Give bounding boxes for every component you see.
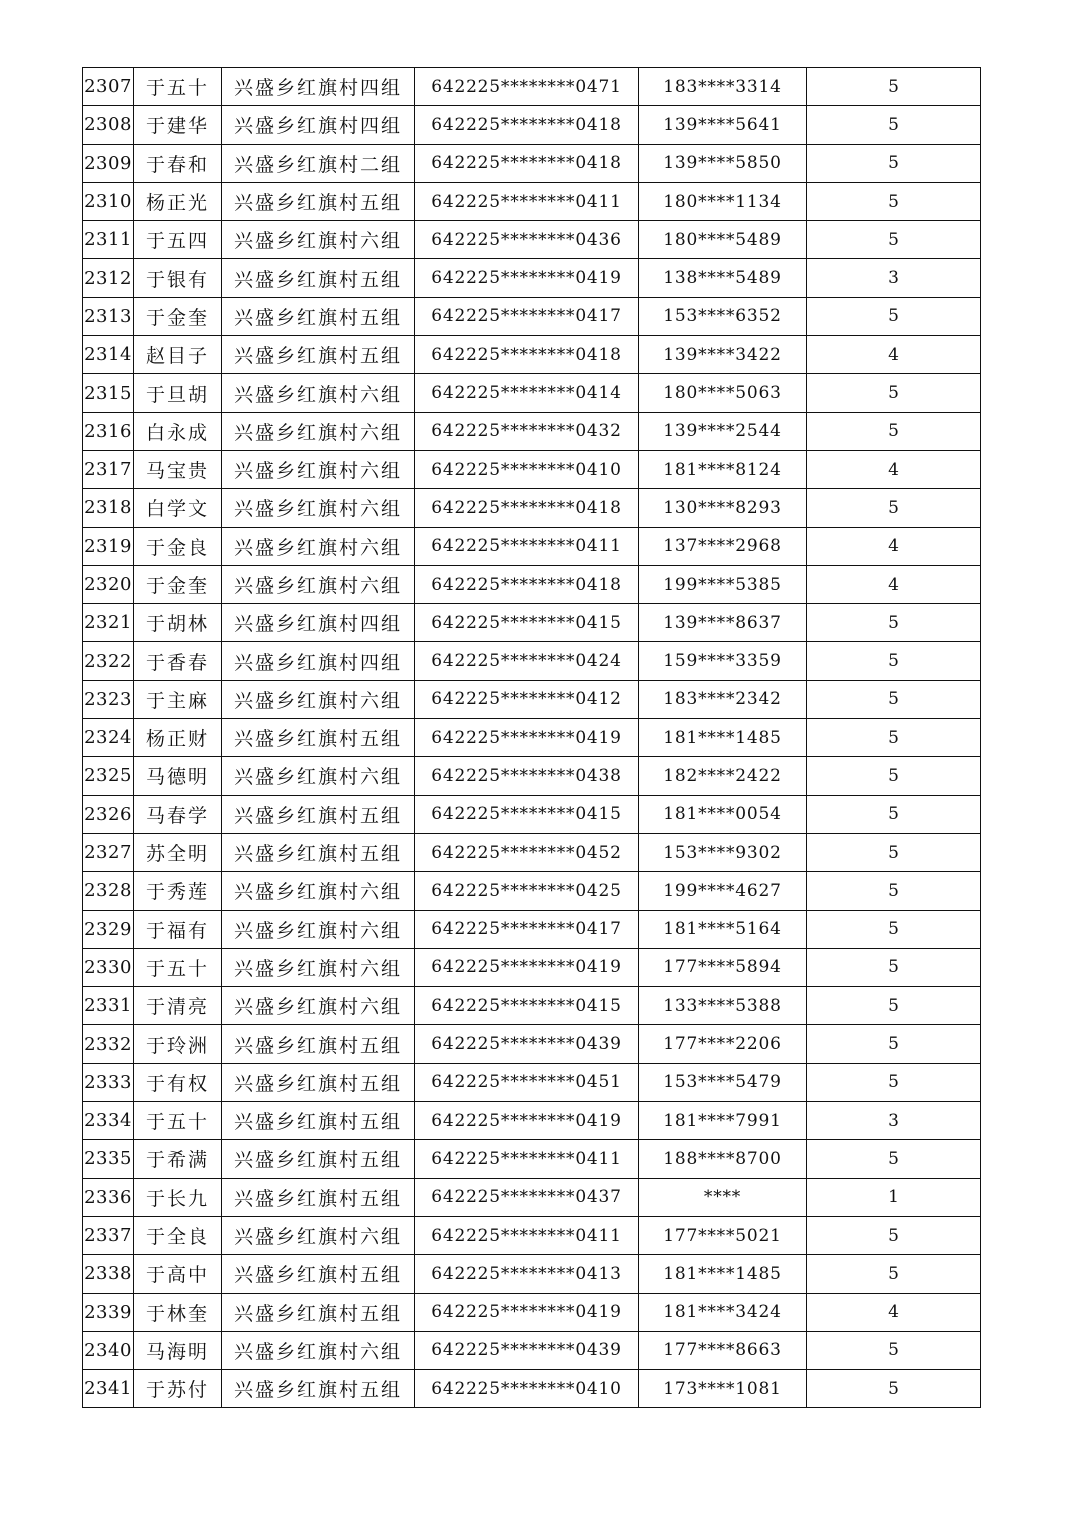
address-cell: 兴盛乡红旗村六组: [222, 374, 415, 412]
household-count-cell: 5: [807, 680, 981, 718]
id-number-cell: 642225********0411: [415, 527, 639, 565]
row-number-cell: 2334: [83, 1102, 134, 1140]
household-count-cell: 4: [807, 450, 981, 488]
table-row: [83, 1255, 981, 1293]
address-cell: 兴盛乡红旗村五组: [222, 182, 415, 220]
phone-cell: 139****2544: [639, 412, 807, 450]
row-number-cell: 2322: [83, 642, 134, 680]
household-count-cell: 5: [807, 1025, 981, 1063]
id-number-cell: 642225********0439: [415, 1025, 639, 1063]
phone-cell: 181****3424: [639, 1293, 807, 1331]
row-number-cell: 2321: [83, 604, 134, 642]
table-row: [83, 948, 981, 986]
table-row: [83, 259, 981, 297]
person-name-cell: 于玲洲: [134, 1025, 222, 1063]
address-cell: 兴盛乡红旗村六组: [222, 987, 415, 1025]
phone-cell: 181****1485: [639, 1255, 807, 1293]
row-number-cell: 2308: [83, 106, 134, 144]
person-name-cell: 于福有: [134, 910, 222, 948]
person-name-cell: 于有权: [134, 1063, 222, 1101]
address-cell: 兴盛乡红旗村四组: [222, 68, 415, 106]
phone-cell: 180****5489: [639, 221, 807, 259]
address-cell: 兴盛乡红旗村六组: [222, 565, 415, 603]
household-count-cell: 5: [807, 795, 981, 833]
id-number-cell: 642225********0415: [415, 795, 639, 833]
table-row: [83, 221, 981, 259]
phone-cell: 199****4627: [639, 872, 807, 910]
table-row: [83, 795, 981, 833]
address-cell: 兴盛乡红旗村六组: [222, 1216, 415, 1254]
address-cell: 兴盛乡红旗村五组: [222, 1063, 415, 1101]
address-cell: 兴盛乡红旗村五组: [222, 1293, 415, 1331]
id-number-cell: 642225********0411: [415, 1140, 639, 1178]
row-number-cell: 2333: [83, 1063, 134, 1101]
table-row: [83, 833, 981, 871]
row-number-cell: 2328: [83, 872, 134, 910]
phone-cell: 177****8663: [639, 1331, 807, 1369]
person-name-cell: 于苏付: [134, 1370, 222, 1408]
household-count-cell: 5: [807, 604, 981, 642]
person-name-cell: 于胡林: [134, 604, 222, 642]
phone-cell: 199****5385: [639, 565, 807, 603]
row-number-cell: 2313: [83, 297, 134, 335]
household-count-cell: 4: [807, 1293, 981, 1331]
person-name-cell: 于全良: [134, 1216, 222, 1254]
person-name-cell: 马德明: [134, 757, 222, 795]
table-row: [83, 604, 981, 642]
row-number-cell: 2307: [83, 68, 134, 106]
table-row: [83, 872, 981, 910]
household-count-cell: 5: [807, 642, 981, 680]
person-name-cell: 于旦胡: [134, 374, 222, 412]
row-number-cell: 2318: [83, 489, 134, 527]
address-cell: 兴盛乡红旗村六组: [222, 680, 415, 718]
table-row: [83, 910, 981, 948]
row-number-cell: 2331: [83, 987, 134, 1025]
household-count-cell: 5: [807, 833, 981, 871]
roster-table-body: [83, 68, 981, 1408]
address-cell: 兴盛乡红旗村五组: [222, 1140, 415, 1178]
table-row: [83, 1178, 981, 1216]
id-number-cell: 642225********0412: [415, 680, 639, 718]
id-number-cell: 642225********0419: [415, 259, 639, 297]
household-count-cell: 5: [807, 412, 981, 450]
household-count-cell: 1: [807, 1178, 981, 1216]
id-number-cell: 642225********0411: [415, 182, 639, 220]
person-name-cell: 于清亮: [134, 987, 222, 1025]
row-number-cell: 2339: [83, 1293, 134, 1331]
id-number-cell: 642225********0418: [415, 144, 639, 182]
id-number-cell: 642225********0413: [415, 1255, 639, 1293]
row-number-cell: 2319: [83, 527, 134, 565]
table-row: [83, 565, 981, 603]
person-name-cell: 于金良: [134, 527, 222, 565]
row-number-cell: 2314: [83, 336, 134, 374]
table-row: [83, 1293, 981, 1331]
household-count-cell: 5: [807, 1331, 981, 1369]
address-cell: 兴盛乡红旗村六组: [222, 221, 415, 259]
phone-cell: 153****9302: [639, 833, 807, 871]
person-name-cell: 于春和: [134, 144, 222, 182]
address-cell: 兴盛乡红旗村六组: [222, 1331, 415, 1369]
person-name-cell: 白永成: [134, 412, 222, 450]
row-number-cell: 2340: [83, 1331, 134, 1369]
row-number-cell: 2329: [83, 910, 134, 948]
address-cell: 兴盛乡红旗村六组: [222, 450, 415, 488]
id-number-cell: 642225********0418: [415, 336, 639, 374]
address-cell: 兴盛乡红旗村五组: [222, 1102, 415, 1140]
household-count-cell: 5: [807, 106, 981, 144]
id-number-cell: 642225********0419: [415, 1102, 639, 1140]
household-count-cell: 5: [807, 297, 981, 335]
row-number-cell: 2310: [83, 182, 134, 220]
phone-cell: 181****7991: [639, 1102, 807, 1140]
row-number-cell: 2341: [83, 1370, 134, 1408]
table-row: [83, 1025, 981, 1063]
phone-cell: 139****5850: [639, 144, 807, 182]
phone-cell: 188****8700: [639, 1140, 807, 1178]
person-name-cell: 马宝贵: [134, 450, 222, 488]
address-cell: 兴盛乡红旗村五组: [222, 833, 415, 871]
id-number-cell: 642225********0411: [415, 1216, 639, 1254]
household-count-cell: 4: [807, 336, 981, 374]
household-count-cell: 3: [807, 259, 981, 297]
table-row: [83, 680, 981, 718]
row-number-cell: 2336: [83, 1178, 134, 1216]
address-cell: 兴盛乡红旗村五组: [222, 795, 415, 833]
row-number-cell: 2337: [83, 1216, 134, 1254]
address-cell: 兴盛乡红旗村四组: [222, 642, 415, 680]
phone-cell: 138****5489: [639, 259, 807, 297]
table-row: [83, 719, 981, 757]
address-cell: 兴盛乡红旗村五组: [222, 1255, 415, 1293]
person-name-cell: 于银有: [134, 259, 222, 297]
phone-cell: 133****5388: [639, 987, 807, 1025]
phone-cell: 182****2422: [639, 757, 807, 795]
phone-cell: 153****5479: [639, 1063, 807, 1101]
table-row: [83, 489, 981, 527]
id-number-cell: 642225********0424: [415, 642, 639, 680]
table-row: [83, 374, 981, 412]
phone-cell: 139****5641: [639, 106, 807, 144]
id-number-cell: 642225********0414: [415, 374, 639, 412]
household-count-cell: 5: [807, 221, 981, 259]
person-name-cell: 于长九: [134, 1178, 222, 1216]
row-number-cell: 2324: [83, 719, 134, 757]
phone-cell: 180****5063: [639, 374, 807, 412]
phone-cell: 139****8637: [639, 604, 807, 642]
id-number-cell: 642225********0471: [415, 68, 639, 106]
id-number-cell: 642225********0415: [415, 987, 639, 1025]
id-number-cell: 642225********0410: [415, 450, 639, 488]
id-number-cell: 642225********0438: [415, 757, 639, 795]
row-number-cell: 2311: [83, 221, 134, 259]
household-count-cell: 5: [807, 1255, 981, 1293]
table-row: [83, 757, 981, 795]
person-name-cell: 于五十: [134, 948, 222, 986]
id-number-cell: 642225********0439: [415, 1331, 639, 1369]
roster-table: [82, 67, 981, 1408]
address-cell: 兴盛乡红旗村五组: [222, 1178, 415, 1216]
address-cell: 兴盛乡红旗村六组: [222, 489, 415, 527]
phone-cell: 177****2206: [639, 1025, 807, 1063]
phone-cell: 181****8124: [639, 450, 807, 488]
household-count-cell: 5: [807, 948, 981, 986]
person-name-cell: 苏全明: [134, 833, 222, 871]
id-number-cell: 642225********0451: [415, 1063, 639, 1101]
household-count-cell: 5: [807, 1216, 981, 1254]
table-row: [83, 297, 981, 335]
address-cell: 兴盛乡红旗村六组: [222, 910, 415, 948]
phone-cell: 173****1081: [639, 1370, 807, 1408]
table-row: [83, 1140, 981, 1178]
person-name-cell: 杨正财: [134, 719, 222, 757]
person-name-cell: 于五十: [134, 1102, 222, 1140]
row-number-cell: 2323: [83, 680, 134, 718]
household-count-cell: 5: [807, 719, 981, 757]
row-number-cell: 2326: [83, 795, 134, 833]
address-cell: 兴盛乡红旗村六组: [222, 948, 415, 986]
household-count-cell: 5: [807, 910, 981, 948]
table-row: [83, 642, 981, 680]
row-number-cell: 2317: [83, 450, 134, 488]
phone-cell: 181****0054: [639, 795, 807, 833]
row-number-cell: 2338: [83, 1255, 134, 1293]
person-name-cell: 于希满: [134, 1140, 222, 1178]
address-cell: 兴盛乡红旗村六组: [222, 757, 415, 795]
person-name-cell: 赵目子: [134, 336, 222, 374]
table-row: [83, 1063, 981, 1101]
phone-cell: 177****5021: [639, 1216, 807, 1254]
id-number-cell: 642225********0419: [415, 948, 639, 986]
household-count-cell: 5: [807, 1140, 981, 1178]
id-number-cell: 642225********0452: [415, 833, 639, 871]
row-number-cell: 2330: [83, 948, 134, 986]
table-row: [83, 1102, 981, 1140]
id-number-cell: 642225********0419: [415, 719, 639, 757]
address-cell: 兴盛乡红旗村五组: [222, 336, 415, 374]
address-cell: 兴盛乡红旗村六组: [222, 412, 415, 450]
household-count-cell: 4: [807, 565, 981, 603]
person-name-cell: 于主麻: [134, 680, 222, 718]
row-number-cell: 2315: [83, 374, 134, 412]
phone-cell: 137****2968: [639, 527, 807, 565]
household-count-cell: 4: [807, 527, 981, 565]
address-cell: 兴盛乡红旗村四组: [222, 106, 415, 144]
table-row: [83, 68, 981, 106]
id-number-cell: 642225********0410: [415, 1370, 639, 1408]
person-name-cell: 于五十: [134, 68, 222, 106]
household-count-cell: 5: [807, 1370, 981, 1408]
phone-cell: 181****5164: [639, 910, 807, 948]
table-row: [83, 450, 981, 488]
phone-cell: 159****3359: [639, 642, 807, 680]
address-cell: 兴盛乡红旗村五组: [222, 297, 415, 335]
person-name-cell: 杨正光: [134, 182, 222, 220]
row-number-cell: 2327: [83, 833, 134, 871]
person-name-cell: 于高中: [134, 1255, 222, 1293]
id-number-cell: 642225********0418: [415, 565, 639, 603]
phone-cell: 180****1134: [639, 182, 807, 220]
person-name-cell: 于香春: [134, 642, 222, 680]
household-count-cell: 5: [807, 489, 981, 527]
household-count-cell: 3: [807, 1102, 981, 1140]
row-number-cell: 2335: [83, 1140, 134, 1178]
address-cell: 兴盛乡红旗村五组: [222, 1370, 415, 1408]
person-name-cell: 于金奎: [134, 297, 222, 335]
id-number-cell: 642225********0425: [415, 872, 639, 910]
person-name-cell: 于建华: [134, 106, 222, 144]
household-count-cell: 5: [807, 68, 981, 106]
phone-cell: 153****6352: [639, 297, 807, 335]
address-cell: 兴盛乡红旗村四组: [222, 604, 415, 642]
id-number-cell: 642225********0419: [415, 1293, 639, 1331]
household-count-cell: 5: [807, 374, 981, 412]
table-row: [83, 1331, 981, 1369]
phone-cell: 183****3314: [639, 68, 807, 106]
household-count-cell: 5: [807, 872, 981, 910]
row-number-cell: 2320: [83, 565, 134, 603]
person-name-cell: 于金奎: [134, 565, 222, 603]
id-number-cell: 642225********0418: [415, 489, 639, 527]
household-count-cell: 5: [807, 182, 981, 220]
household-count-cell: 5: [807, 757, 981, 795]
table-row: [83, 412, 981, 450]
phone-cell: 181****1485: [639, 719, 807, 757]
row-number-cell: 2332: [83, 1025, 134, 1063]
id-number-cell: 642225********0436: [415, 221, 639, 259]
table-row: [83, 1216, 981, 1254]
id-number-cell: 642225********0437: [415, 1178, 639, 1216]
person-name-cell: 于五四: [134, 221, 222, 259]
person-name-cell: 白学文: [134, 489, 222, 527]
id-number-cell: 642225********0418: [415, 106, 639, 144]
table-row: [83, 1370, 981, 1408]
phone-cell: 183****2342: [639, 680, 807, 718]
address-cell: 兴盛乡红旗村六组: [222, 872, 415, 910]
id-number-cell: 642225********0415: [415, 604, 639, 642]
row-number-cell: 2325: [83, 757, 134, 795]
address-cell: 兴盛乡红旗村五组: [222, 719, 415, 757]
phone-cell: 130****8293: [639, 489, 807, 527]
table-row: [83, 336, 981, 374]
phone-cell: 177****5894: [639, 948, 807, 986]
person-name-cell: 于秀莲: [134, 872, 222, 910]
row-number-cell: 2312: [83, 259, 134, 297]
phone-cell: 139****3422: [639, 336, 807, 374]
household-count-cell: 5: [807, 144, 981, 182]
table-row: [83, 987, 981, 1025]
table-row: [83, 527, 981, 565]
row-number-cell: 2309: [83, 144, 134, 182]
phone-cell: ****: [639, 1178, 807, 1216]
table-row: [83, 144, 981, 182]
table-row: [83, 106, 981, 144]
id-number-cell: 642225********0417: [415, 910, 639, 948]
household-count-cell: 5: [807, 1063, 981, 1101]
address-cell: 兴盛乡红旗村二组: [222, 144, 415, 182]
household-count-cell: 5: [807, 987, 981, 1025]
row-number-cell: 2316: [83, 412, 134, 450]
id-number-cell: 642225********0432: [415, 412, 639, 450]
address-cell: 兴盛乡红旗村五组: [222, 259, 415, 297]
person-name-cell: 马春学: [134, 795, 222, 833]
person-name-cell: 于林奎: [134, 1293, 222, 1331]
id-number-cell: 642225********0417: [415, 297, 639, 335]
person-name-cell: 马海明: [134, 1331, 222, 1369]
address-cell: 兴盛乡红旗村五组: [222, 1025, 415, 1063]
address-cell: 兴盛乡红旗村六组: [222, 527, 415, 565]
table-row: [83, 182, 981, 220]
